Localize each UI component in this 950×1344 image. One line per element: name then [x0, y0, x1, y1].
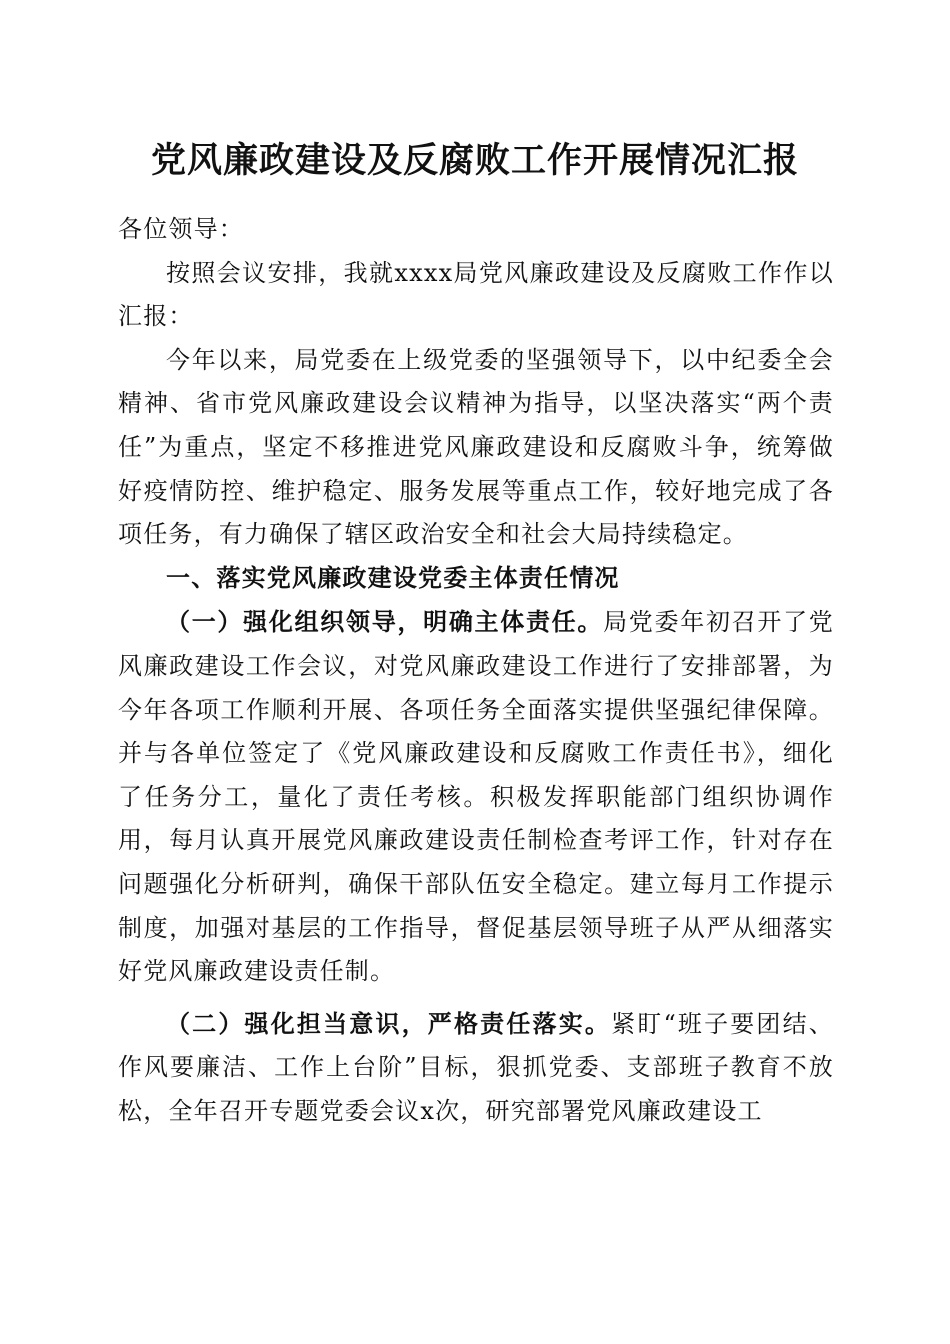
subsection-paragraph-1	[118, 600, 834, 993]
document-title: 党风廉政建设及反腐败工作开展情况汇报	[150, 140, 799, 181]
section-heading: 一、落实党风廉政建设党委主体责任情况	[166, 563, 620, 592]
document-body	[118, 208, 834, 1133]
subsection-paragraph-2	[118, 1002, 834, 1134]
subsection-text-2: 紧盯“班子要团结、作风要廉洁、工作上台阶”目标，狠抓党委、支部班子教育不放松，全年召开专题党委会议x次，研究部署党风廉政建设工	[118, 1009, 834, 1125]
subsection-heading-1: （一）强化组织领导，明确主体责任。	[166, 607, 604, 637]
subsection-heading-2: （二）强化担当意识，严格责任落实。	[166, 1008, 612, 1038]
subsection-text-1: 局党委年初召开了党风廉政建设工作会议，对党风廉政建设工作进行了安排部署，为今年各项工作顺利开展、各项任务全面落实提供坚强纪律保障。并与各单位签定了《党风廉政建设和反腐败工作责任书》，细化了任务分工，量化了责任考核。积极发挥职能部门组织协调作用，每月认真开展党风廉政建设责任制检查考评工作，针对存在问题强化分析研判，确保干部队伍安全稳定。建立每月工作提示制度，加强对基层的工作指导，督促基层领导班子从严从细落实好党风廉政建设责任制。	[118, 608, 834, 986]
overview-paragraph: 今年以来，局党委在上级党委的坚强领导下，以中纪委全会精神、省市党风廉政建设会议精神为指导，以坚决落实“两个责任”为重点，坚定不移推进党风廉政建设和反腐败斗争，统筹做好疫情防控、维护稳定、服务发展等重点工作，较好地完成了各项任务，有力确保了辖区政治安全和社会大局持续稳定。	[118, 345, 834, 549]
intro-paragraph: 按照会议安排，我就xxxx局党风廉政建设及反腐败工作作以汇报：	[118, 258, 834, 331]
salutation: 各位领导：	[118, 215, 244, 243]
